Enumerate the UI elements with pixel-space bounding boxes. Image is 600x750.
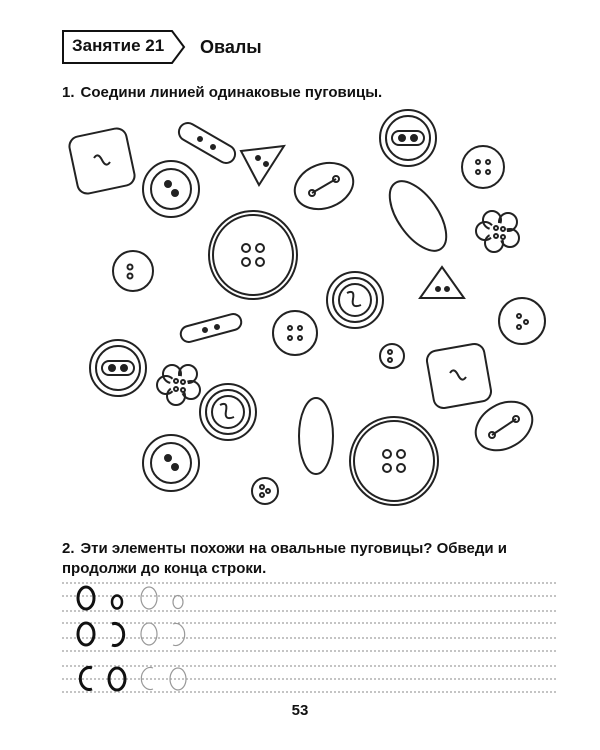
tracing-row-mixed [78, 623, 185, 646]
task-1-text: Соедини линией одинаковые пуговицы. [80, 84, 383, 101]
lesson-label: Занятие 21 [72, 36, 165, 55]
oval-solid [78, 623, 94, 645]
task-2-text: Эти элементы похожи на овальные пуговицы? Обведи и продолжи до конца строки. [62, 540, 508, 577]
oval-trace-small [173, 596, 183, 609]
ruling-lines [62, 583, 556, 692]
lesson-title: Овалы [200, 37, 262, 57]
oval-solid-large [78, 587, 94, 609]
arc-right-solid [112, 624, 124, 646]
task-2-number: 2. [62, 540, 75, 557]
page-number: 53 [291, 702, 309, 719]
oval-trace [141, 623, 157, 645]
oval-solid-small [112, 596, 122, 609]
tracing-row-ovals [78, 587, 183, 609]
oval-trace-large [141, 587, 157, 609]
arc-right-trace [173, 624, 185, 646]
task-1-number: 1. [62, 84, 75, 101]
tracing-row-arcs [80, 667, 186, 690]
